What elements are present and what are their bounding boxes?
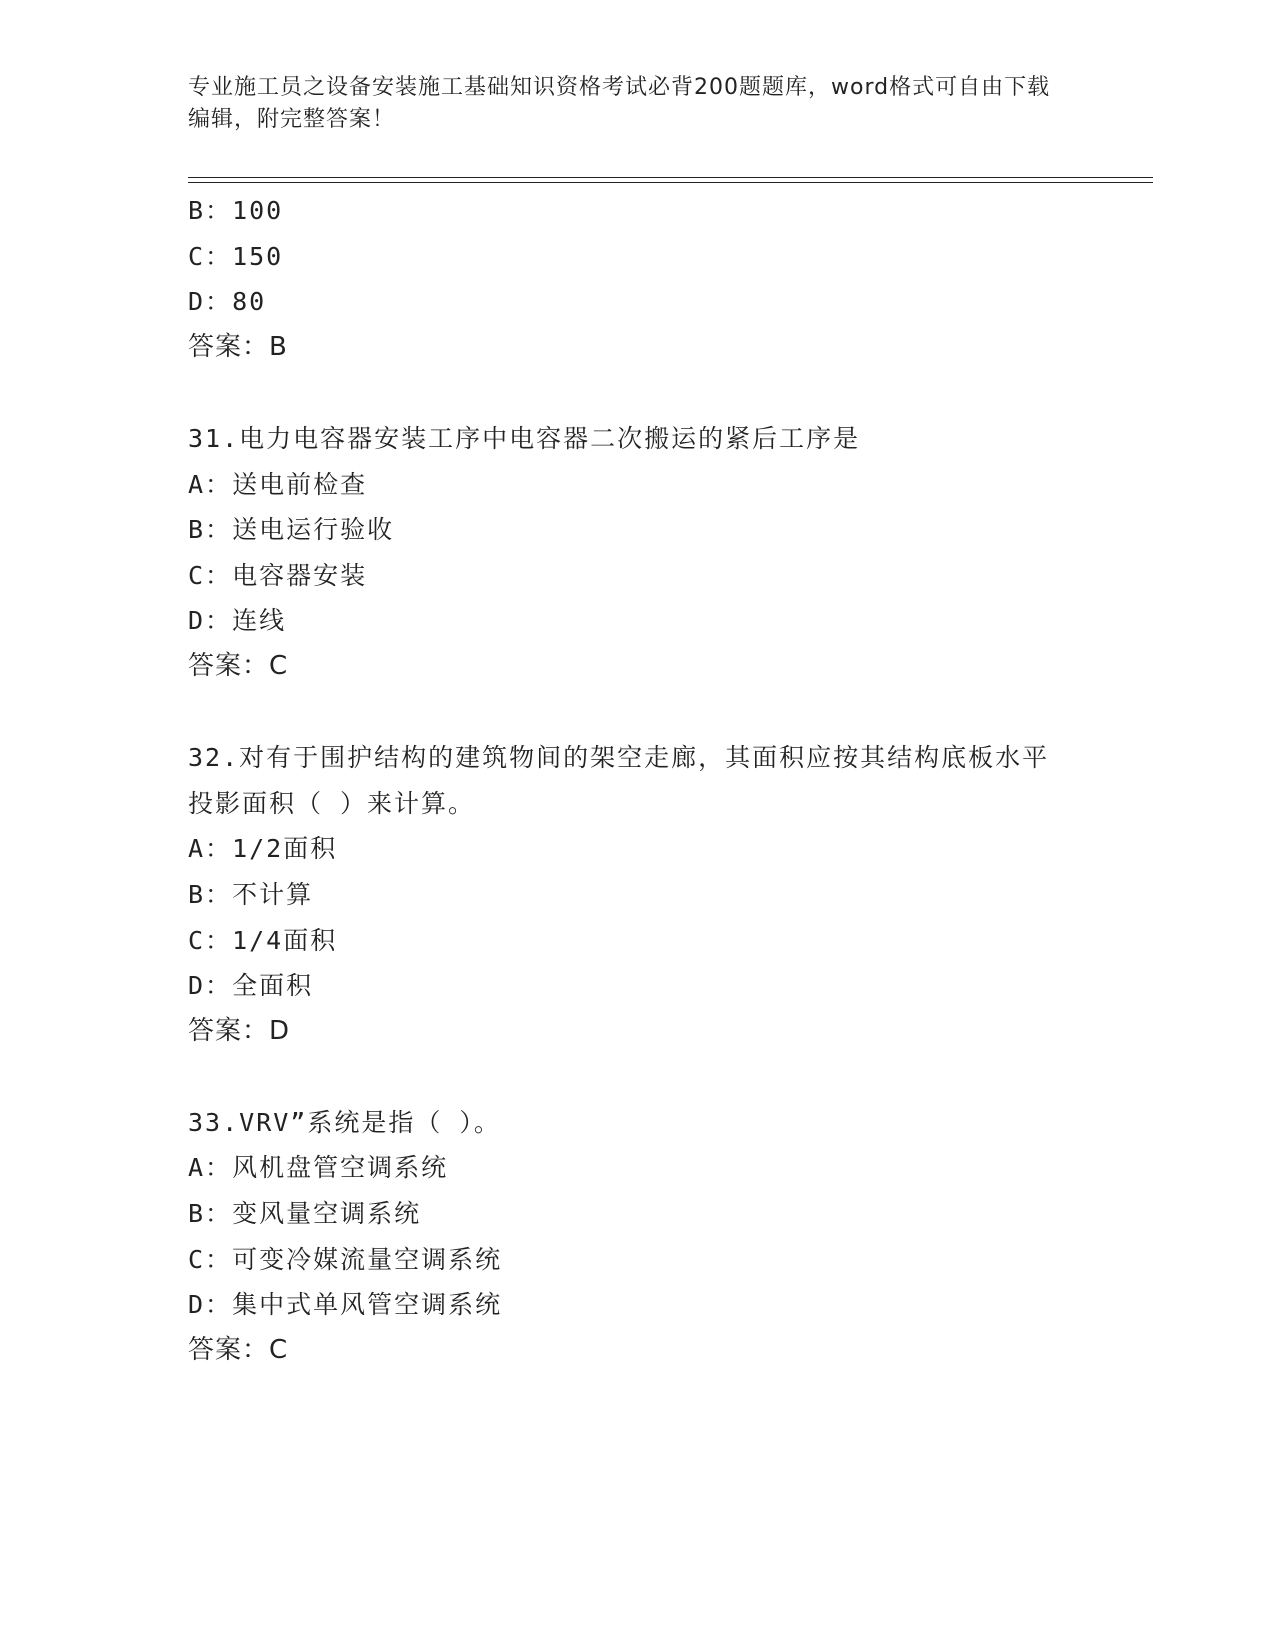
- answer-line: 答案：B: [188, 331, 288, 362]
- question-31: [188, 416, 1153, 690]
- answer-line: 答案：D: [188, 1015, 291, 1046]
- option-label: B：: [188, 1199, 233, 1229]
- option-d: [188, 598, 1153, 644]
- answer-line: 答案：C: [188, 1334, 289, 1365]
- option-text: 变风量空调系统: [232, 1199, 422, 1229]
- question-stem: 33.VRV”系统是指（ ）。: [188, 1107, 501, 1137]
- option-label: C：: [188, 560, 233, 590]
- option-a: [188, 1145, 1153, 1191]
- header-rule-top: [188, 177, 1153, 178]
- option-text: 100: [232, 196, 284, 225]
- question-stem: 31.电力电容器安装工序中电容器二次搬运的紧后工序是: [188, 423, 861, 453]
- option-label: D：: [188, 287, 233, 317]
- question-list: [188, 188, 1153, 1373]
- option-text: 80: [232, 287, 267, 317]
- spacer: [188, 1054, 1153, 1100]
- option-c: [188, 553, 1153, 599]
- option-c: [188, 234, 1153, 280]
- spacer: [188, 370, 1153, 416]
- option-text: 风机盘管空调系统: [232, 1153, 449, 1183]
- option-b: [188, 872, 1153, 918]
- answer-line: 答案：C: [188, 650, 289, 681]
- option-label: D：: [188, 606, 233, 636]
- option-text: 150: [232, 241, 284, 271]
- option-text: 集中式单风管空调系统: [232, 1290, 503, 1320]
- option-label: D：: [188, 1290, 233, 1320]
- spacer: [188, 690, 1153, 736]
- option-label: B：: [188, 879, 233, 909]
- option-label: A：: [188, 834, 233, 864]
- option-b: [188, 507, 1153, 553]
- option-a: [188, 462, 1153, 508]
- prev-question-block: [188, 188, 1153, 370]
- option-label: C：: [188, 925, 233, 955]
- option-text: 送电运行验收: [232, 515, 395, 545]
- option-text: 电容器安装: [232, 560, 368, 590]
- option-c: [188, 918, 1153, 964]
- option-label: A：: [188, 469, 233, 499]
- option-text: 不计算: [232, 879, 314, 909]
- option-d: [188, 279, 1153, 325]
- option-text: 1/2面积: [232, 834, 338, 864]
- document-header: 专业施工员之设备安装施工基础知识资格考试必背200题题库，word格式可自由下载编辑，附完整答案！: [188, 75, 1051, 132]
- option-text: 1/4面积: [232, 925, 338, 955]
- question-33: [188, 1100, 1153, 1374]
- option-text: 全面积: [232, 971, 314, 1001]
- option-a: [188, 826, 1153, 872]
- option-label: C：: [188, 241, 233, 271]
- option-d: [188, 963, 1153, 1009]
- question-32: [188, 735, 1153, 1054]
- question-stem: 32.对有于围护结构的建筑物间的架空走廊，其面积应按其结构底板水平投影面积（ ）来计算。: [188, 743, 1050, 818]
- option-b: [188, 188, 1153, 234]
- option-b: [188, 1191, 1153, 1237]
- option-d: [188, 1282, 1153, 1328]
- option-text: 连线: [232, 606, 287, 636]
- option-text: 送电前检查: [232, 469, 368, 499]
- option-label: C：: [188, 1244, 233, 1274]
- option-label: A：: [188, 1153, 233, 1183]
- option-label: B：: [188, 515, 233, 545]
- option-c: [188, 1237, 1153, 1283]
- option-label: D：: [188, 971, 233, 1001]
- option-text: 可变冷媒流量空调系统: [232, 1244, 503, 1274]
- header-rule-bottom: [188, 182, 1153, 183]
- option-label: B：: [188, 196, 233, 225]
